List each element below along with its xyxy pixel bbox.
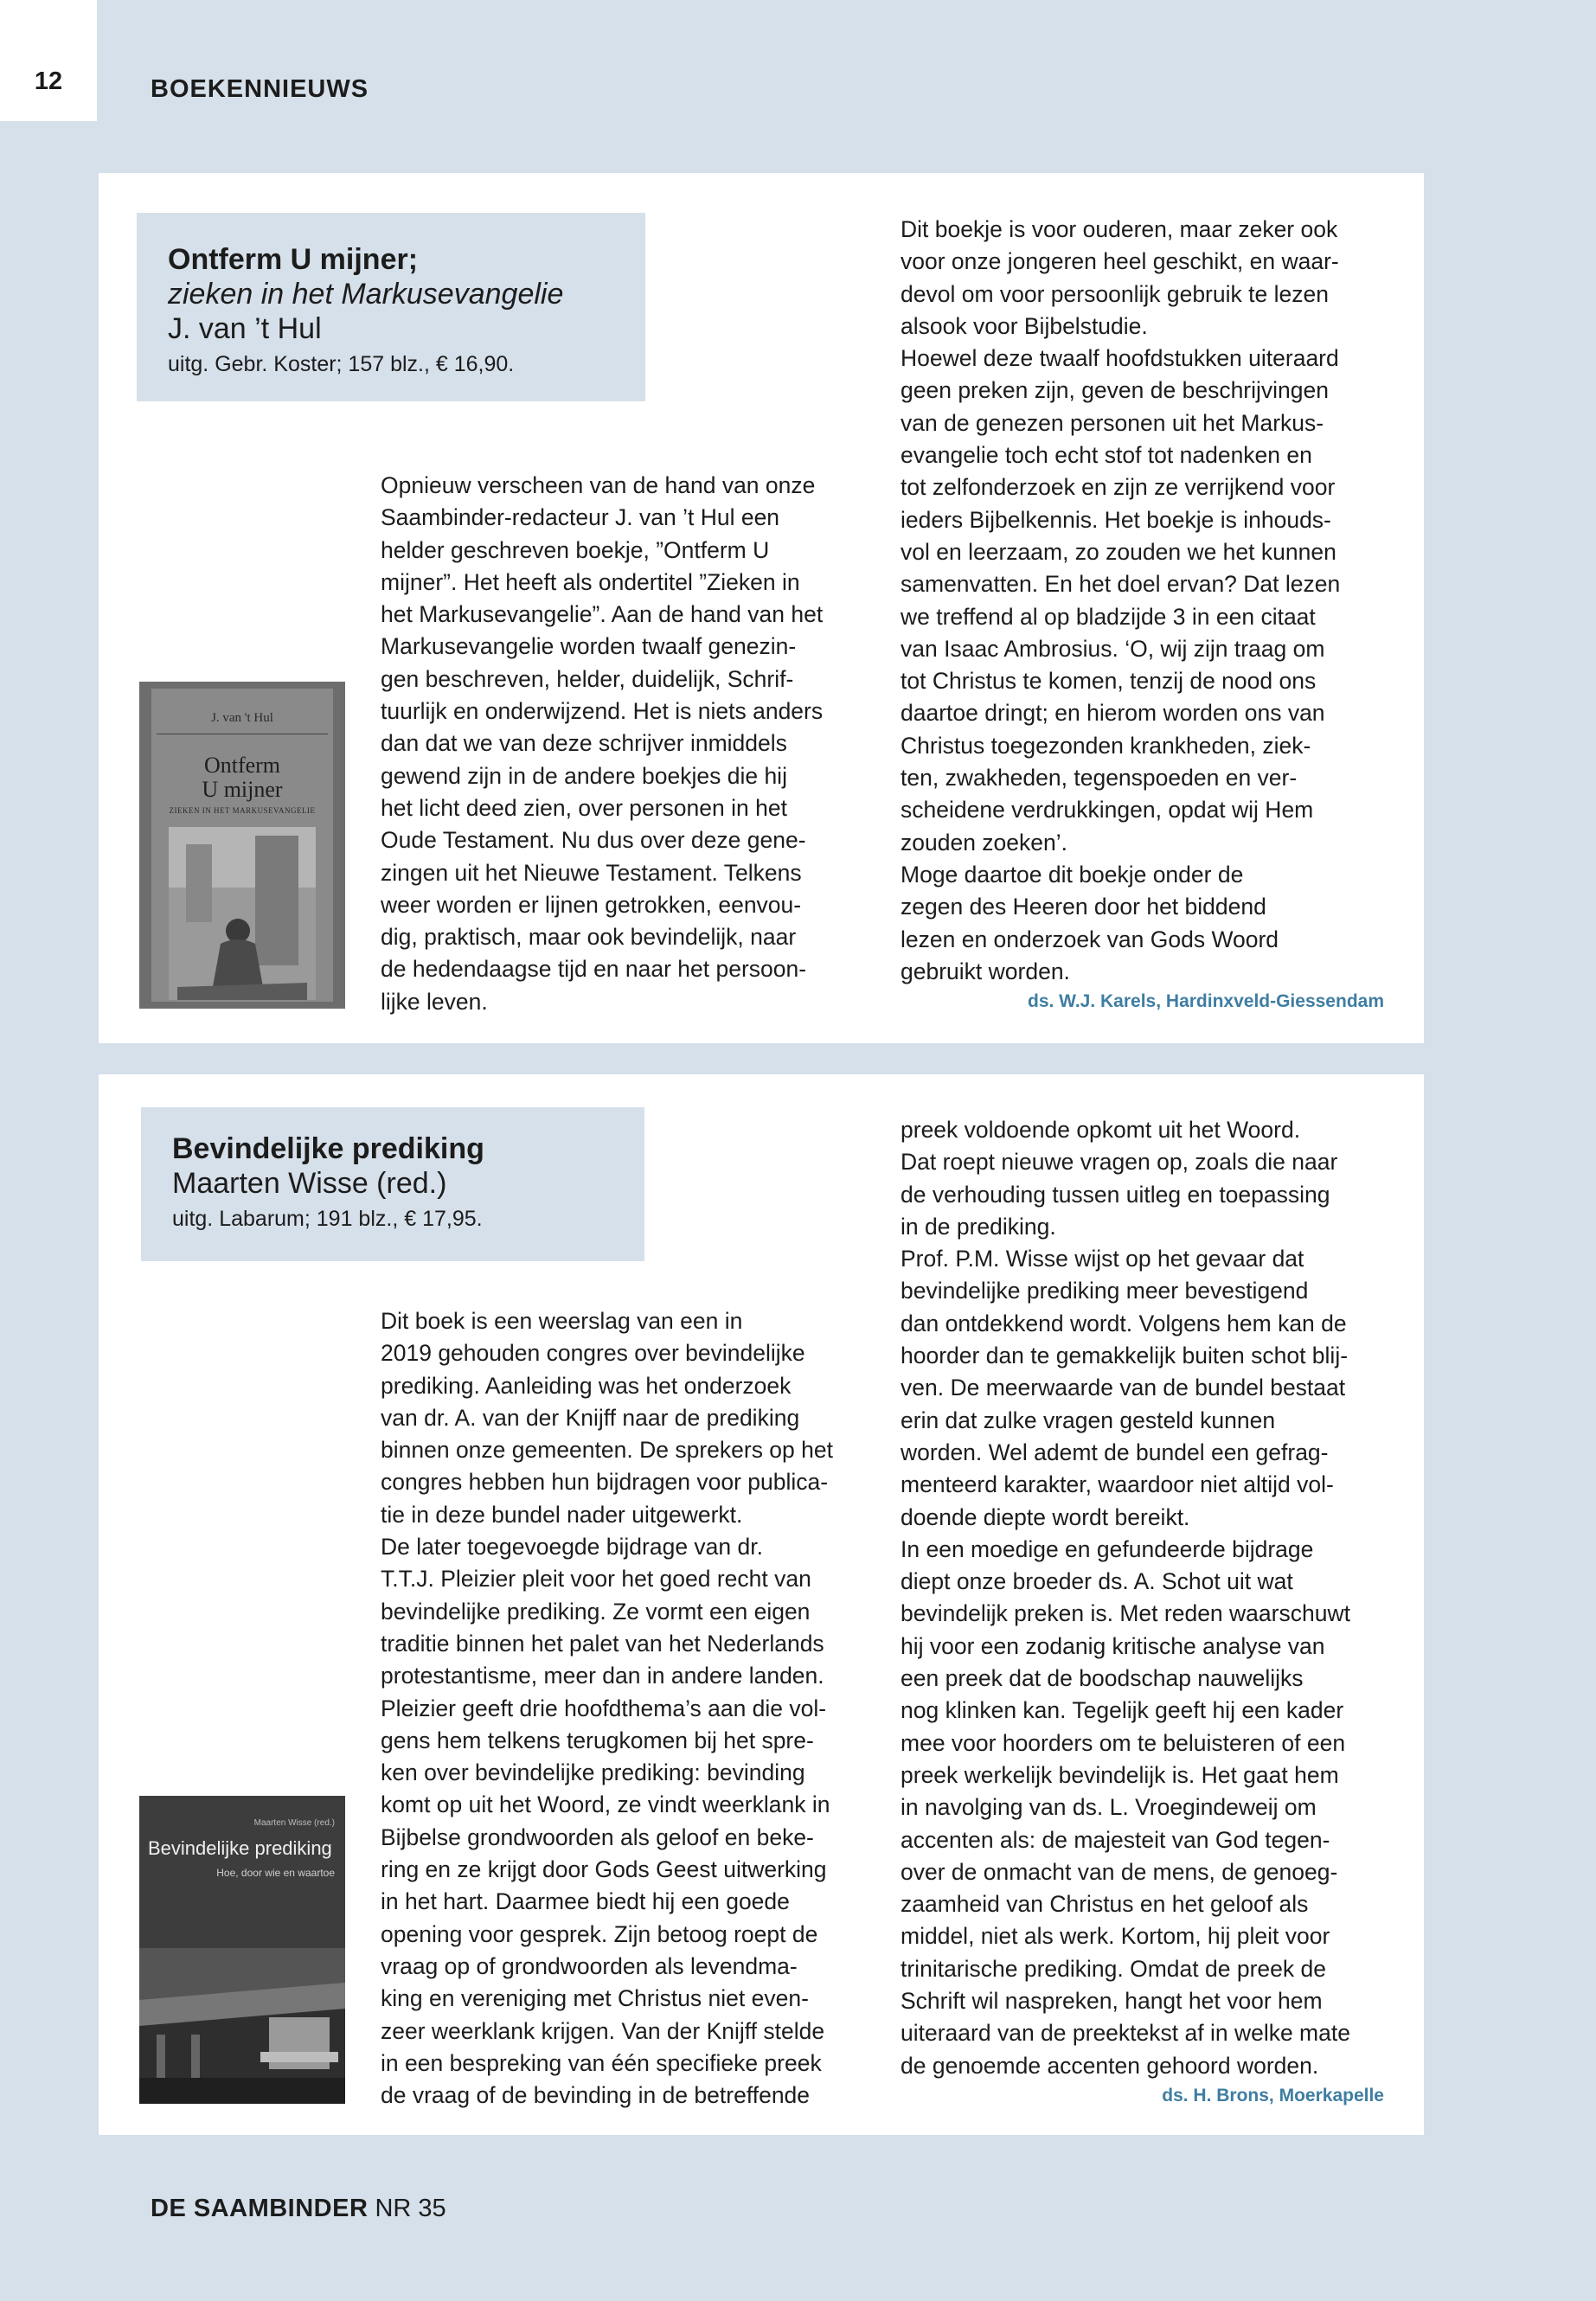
review2-publisher: uitg. Labarum; 191 blz., € 17,95.	[172, 1207, 483, 1231]
review1-author: J. van ’t Hul	[168, 312, 322, 345]
footer-magazine: DE SAAMBINDER	[151, 2195, 369, 2222]
review2-column-2: preek voldoende opkomt uit het Woord. Dat roept nieuwe vragen op, zoals die naar de verhouding tussen uitleg en toepassing in de prediking. Prof. P.M. Wisse wijst op het gevaar dat bevindelijke prediking meer bevestigend dan ontdekkend wordt. Volgens hem kan de hoorder dan te gemakkelijk buiten schot blij- ven. De meerwaarde van de bundel bestaat erin dat zulke vragen gesteld kunnen worden. Wel ademt de bundel een gefrag- menteerd karakter, waardoor niet altijd vol- doende diepte wordt bereikt. In een moedige en gefundeerde bijdrage diept onze broeder ds. A. Schot uit wat bevindelijk preken is. Met reden waarschuwt hij voor een zodanig kritische analyse van een preek dat de boodschap nauwelijks nog klinken kan. Tegelijk geeft hij een kader mee voor hoorders om te beluisteren of een preek werkelijk bevindelijk is. Het gaat hem in navolging van ds. L. Vroegindeweij om accenten als: de majesteit van God tegen- over de onmacht van de mens, de genoeg- zaamheid van Christus en het geloof als middel, niet als werk. Kortom, hij pleit voor trinitarische prediking. Omdat de preek de Schrift wil naspreken, hangt het voor hem uiteraard van de preektekst af in welke mate de genoemde accenten gehoord worden.	[901, 1117, 1350, 2079]
cover1-subtitle: ZIEKEN IN HET MARKUSEVANGELIE	[169, 806, 316, 815]
review2-title: Bevindelijke prediking	[172, 1132, 484, 1165]
review1-column-1: Opnieuw verscheen van de hand van onze Saambinder-redacteur J. van ’t Hul een helder geschreven boekje, ”Ontferm U mijner”. Het heeft als ondertitel ”Zieken in het Markusevangelie”. Aan de hand van het Markusevangelie worden twaalf genezin- gen beschreven, helder, duidelijk, Schrif- tuurlijk en onderwijzend. Het is niets anders dan dat we van deze schrijver inmiddels gewend zijn in de andere boekjes die hij het licht deed zien, over personen in het Oude Testament. Nu dus over deze gene- zingen uit het Nieuwe Testament. Telkens weer worden er lijnen getrokken, eenvou- dig, praktisch, maar ook bevindelijk, naar de hedendaagse tijd en naar het persoon- lijke leven.	[381, 472, 824, 1015]
page-number: 12	[34, 67, 63, 95]
review2-column-1: Dit boek is een weerslag van een in 2019 gehouden congres over bevindelijke prediking. Aanleiding was het onderzoek van dr. A. van der Knijff naar de prediking binnen onze gemeenten. De sprekers op het congres hebben hun bijdragen voor publica- tie in deze bundel nader uitgewerkt. De later toegevoegde bijdrage van dr. T.T.J. Pleizier pleit voor het goed recht van bevindelijke prediking. Ze vormt een eigen traditie binnen het palet van het Nederlands protestantisme, meer dan in andere landen. Pleizier geeft drie hoofdthema’s aan die vol- gens hem telkens terugkomen bij het spre- ken over bevindelijke prediking: bevinding komt op uit het Woord, ze vindt weerklank in Bijbelse grondwoorden als geloof en beke- ring en ze krijgt door Gods Geest uitwerking in het hart. Daarmee biedt hij een goede opening voor gesprek. Zijn betoog roept de vraag op of grondwoorden als levendma- king en vereniging met Christus niet even- zeer weerklank krijgen. Van der Knijff stelde in een bespreking van één specifieke preek de vraag of de bevinding in de betreffende	[381, 1308, 833, 2109]
cover1-author: J. van 't Hul	[211, 711, 273, 725]
footer	[151, 2195, 446, 2223]
review1-title-box	[137, 213, 645, 401]
cover2-illustration	[139, 1948, 345, 2104]
cover2-subtitle: Hoe, door wie en waartoe	[216, 1867, 335, 1879]
section-title: BOEKENNIEUWS	[151, 75, 369, 103]
review2-title-box	[141, 1107, 644, 1261]
review1-credit: ds. W.J. Karels, Hardinxveld-Giessendam	[1028, 991, 1384, 1011]
cover1-title-2: U mijner	[202, 777, 283, 802]
book-cover-2	[139, 1796, 345, 2104]
review1-publisher: uitg. Gebr. Koster; 157 blz., € 16,90.	[168, 352, 515, 376]
review2-author: Maarten Wisse (red.)	[172, 1167, 447, 1200]
review1-column-2: Dit boekje is voor ouderen, maar zeker ook voor onze jongeren heel geschikt, en waar- devol om voor persoonlijk gebruik te lezen alsook voor Bijbelstudie. Hoewel deze twaalf hoofdstukken uiteraard geen preken zijn, geven de beschrijvingen van de genezen personen uit het Markus- evangelie toch echt stof tot nadenken en tot zelfonderzoek en zijn ze verrijkend voor ieders Bijbelkennis. Het boekje is inhouds- vol en leerzaam, zo zouden we het kunnen samenvatten. En het doel ervan? Dat lezen we treffend al op bladzijde 3 in een citaat van Isaac Ambrosius. ‘O, wij zijn traag om tot Christus te komen, tenzij de nood ons daartoe dringt; en hierom worden ons van Christus toegezonden krankheden, ziek- ten, zwakheden, tegenspoeden en ver- scheidene verdrukkingen, opdat wij Hem zouden zoeken’. Moge daartoe dit boekje onder de zegen des Heeren door het biddend lezen en onderzoek van Gods Woord gebruikt worden.	[901, 216, 1341, 984]
review1-title: Ontferm U mijner;	[168, 243, 419, 276]
review1-subtitle: zieken in het Markusevangelie	[168, 278, 564, 311]
review2-credit: ds. H. Brons, Moerkapelle	[1162, 2086, 1384, 2106]
footer-issue: NR 35	[375, 2195, 446, 2222]
cover1-illustration	[169, 827, 316, 1000]
cover2-small-top: Maarten Wisse (red.)	[253, 1818, 335, 1828]
cover2-title: Bevindelijke prediking	[148, 1837, 332, 1859]
cover1-title-1: Ontferm	[203, 753, 281, 778]
book-cover-1	[139, 682, 345, 1009]
page-number-tab	[0, 0, 97, 121]
